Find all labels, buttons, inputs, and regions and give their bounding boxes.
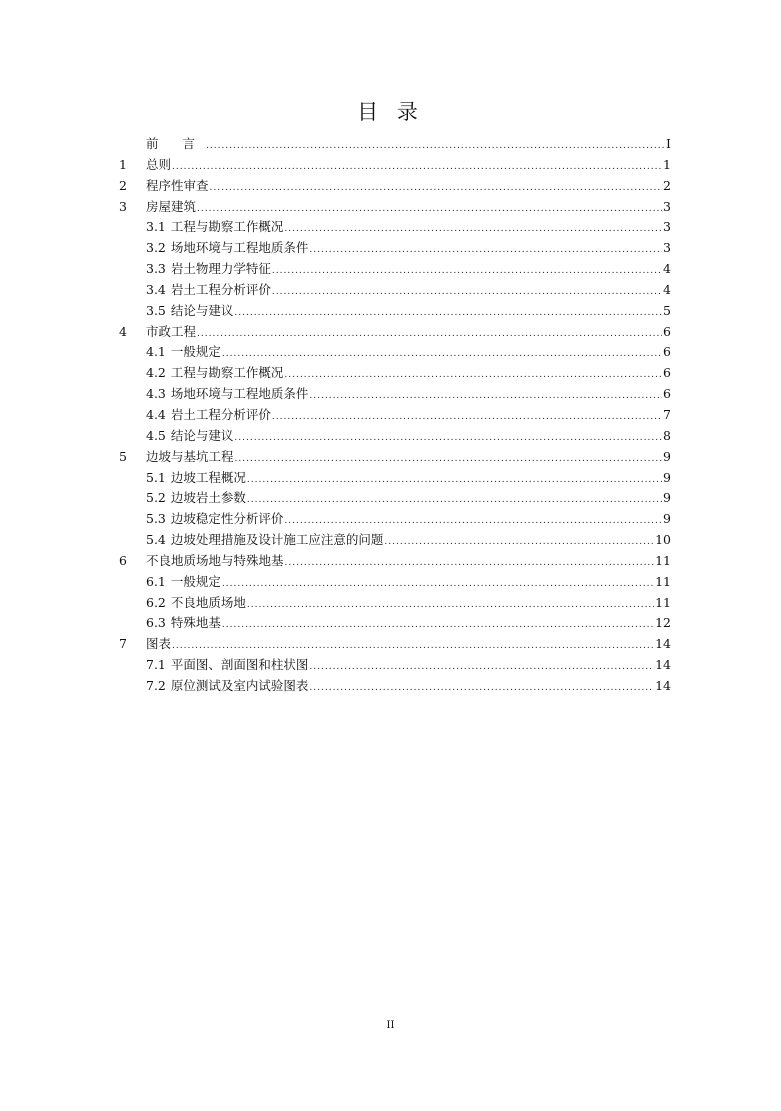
toc-entry[interactable] [119, 509, 671, 530]
toc-entry-number: 5.4 [146, 532, 166, 548]
toc-entry-number: 3.5 [146, 302, 166, 318]
toc-entry-page: 4 [663, 261, 671, 277]
toc-leader-dots [222, 349, 662, 359]
toc-entry-page: 6 [663, 344, 671, 360]
toc-entry-title: 前 言 [146, 136, 205, 151]
toc-leader-dots [206, 141, 665, 151]
toc-entry-page: 11 [655, 594, 671, 610]
toc-entry-title: 特殊地基 [170, 615, 221, 631]
toc-entry[interactable] [119, 363, 671, 384]
toc-entry-number: 4.3 [146, 386, 166, 402]
toc-leader-dots [284, 224, 662, 234]
toc-entry-title: 工程与勘察工作概况 [170, 365, 284, 381]
toc-entry[interactable] [119, 322, 671, 343]
toc-entry-title: 原位测试及室内试验图表 [170, 677, 309, 693]
toc-entry-number: 5.2 [146, 490, 166, 506]
toc-entry[interactable] [119, 155, 671, 176]
toc-leader-dots [247, 600, 654, 610]
toc-entry-number: 3.2 [146, 240, 166, 256]
toc-entry-number: 5.3 [146, 511, 166, 527]
toc-entry-page: 14 [655, 636, 671, 652]
toc-entry[interactable] [119, 655, 671, 676]
toc-leader-dots [222, 579, 654, 589]
toc-leader-dots [247, 475, 662, 485]
toc-entry-number: 3.3 [146, 261, 166, 277]
toc-entry[interactable] [119, 468, 671, 489]
toc-entry-page: 11 [655, 573, 671, 589]
toc-entry[interactable] [119, 613, 671, 634]
toc-entry[interactable] [119, 384, 671, 405]
toc-entry[interactable] [119, 676, 671, 697]
toc-entry-number: 4.5 [146, 427, 166, 443]
toc-entry-page: 3 [663, 219, 671, 235]
toc-entry[interactable] [119, 405, 671, 426]
toc-entry-title: 结论与建议 [170, 302, 234, 318]
toc-entry-number: 6.3 [146, 615, 166, 631]
toc-leader-dots [172, 162, 662, 172]
toc-entry-title: 图表 [146, 636, 172, 652]
toc-entry-page: 5 [663, 302, 671, 318]
toc-entry-number: 6.1 [146, 573, 166, 589]
toc-entry-page: 1 [663, 156, 671, 172]
toc-entry-number: 5.1 [146, 469, 166, 485]
toc-entry-title: 不良地质场地与特殊地基 [146, 552, 284, 568]
toc-entry-title: 边坡处理措施及设计施工应注意的问题 [170, 532, 384, 548]
toc-entry-title: 场地环境与工程地质条件 [170, 386, 309, 402]
toc-leader-dots [384, 537, 654, 547]
toc-entry[interactable] [119, 572, 671, 593]
toc-entry-number: 2 [119, 177, 127, 193]
toc-entry-title: 岩土物理力学特征 [170, 261, 271, 277]
toc-entry-number: 5 [119, 448, 127, 464]
toc-entry-title: 场地环境与工程地质条件 [170, 240, 309, 256]
toc-leader-dots [272, 287, 662, 297]
toc-entry-title: 岩土工程分析评价 [170, 406, 271, 422]
toc-entry[interactable] [119, 426, 671, 447]
toc-entry-number: 6 [119, 552, 127, 568]
toc-leader-dots [197, 329, 662, 339]
toc-entry-title: 边坡稳定性分析评价 [170, 511, 284, 527]
toc-entry-page: 10 [655, 532, 671, 548]
toc-entry-page: 3 [663, 198, 671, 214]
toc-entry[interactable] [119, 551, 671, 572]
toc-entry[interactable] [119, 593, 671, 614]
toc-entry-page: 9 [663, 469, 671, 485]
toc-title: 目 录 [357, 100, 424, 124]
toc-entry-title: 一般规定 [170, 573, 221, 589]
toc-entry-page: 6 [663, 323, 671, 339]
toc-leader-dots [172, 641, 654, 651]
toc-entry-page: 14 [655, 677, 671, 693]
toc-entry-number: 7.1 [146, 657, 166, 673]
toc-entry[interactable] [119, 530, 671, 551]
toc-entry-title: 总则 [146, 156, 172, 172]
toc-entry-title: 程序性审查 [146, 177, 209, 193]
toc-leader-dots [272, 266, 662, 276]
toc-entry[interactable] [119, 301, 671, 322]
toc-entry-title: 结论与建议 [170, 427, 234, 443]
toc-entry-page: 4 [663, 281, 671, 297]
toc-entry-number: 4.4 [146, 406, 166, 422]
toc-entry-title: 平面图、剖面图和柱状图 [170, 657, 309, 673]
toc-entry-title: 工程与勘察工作概况 [170, 219, 284, 235]
toc-entry-number: 4.2 [146, 365, 166, 381]
toc-entry-number: 3.4 [146, 281, 166, 297]
toc-leader-dots [309, 662, 654, 672]
toc-entry-title: 边坡工程概况 [170, 469, 246, 485]
toc-leader-dots [309, 245, 662, 255]
toc-leader-dots [222, 620, 654, 630]
toc-entry[interactable] [119, 176, 671, 197]
toc-leader-dots [247, 495, 662, 505]
toc-entry-title: 一般规定 [170, 344, 221, 360]
toc-leader-dots [284, 516, 662, 526]
toc-leader-dots [210, 183, 663, 193]
toc-leader-dots [284, 370, 662, 380]
toc-entry-title: 岩土工程分析评价 [170, 281, 271, 297]
toc-entry-page: 9 [663, 448, 671, 464]
toc-entry[interactable] [119, 280, 671, 301]
toc-entry-page: 8 [663, 427, 671, 443]
toc-entry-page: I [666, 136, 671, 151]
toc-entry-page: 14 [655, 657, 671, 673]
toc-list [119, 134, 671, 697]
toc-leader-dots [234, 308, 662, 318]
toc-leader-dots [272, 412, 662, 422]
toc-leader-dots [285, 558, 655, 568]
toc-entry-page: 9 [663, 511, 671, 527]
page-number: II [386, 1020, 395, 1031]
toc-entry-title: 市政工程 [146, 323, 197, 339]
toc-entry-number: 3 [119, 198, 127, 214]
toc-entry[interactable] [119, 488, 671, 509]
toc-entry-page: 12 [655, 615, 671, 631]
toc-entry[interactable] [119, 634, 671, 655]
toc-entry-number: 1 [119, 156, 127, 172]
toc-entry-page: 2 [663, 177, 671, 193]
toc-entry[interactable] [119, 342, 671, 363]
toc-entry-page: 7 [663, 406, 671, 422]
toc-entry-page: 11 [655, 552, 671, 568]
toc-entry-number: 4.1 [146, 344, 166, 360]
toc-entry-page: 3 [663, 240, 671, 256]
toc-entry-page: 6 [663, 365, 671, 381]
toc-entry-number: 6.2 [146, 594, 166, 610]
toc-entry-page: 9 [663, 490, 671, 506]
toc-entry-number: 7 [119, 636, 127, 652]
toc-entry-page: 6 [663, 386, 671, 402]
toc-entry[interactable] [119, 447, 671, 468]
toc-entry-title: 边坡岩土参数 [170, 490, 246, 506]
toc-entry-number: 4 [119, 323, 127, 339]
toc-leader-dots [309, 683, 654, 693]
toc-entry-number: 7.2 [146, 677, 166, 693]
toc-entry[interactable] [119, 238, 671, 259]
toc-entry[interactable] [119, 197, 671, 218]
toc-entry[interactable] [119, 217, 671, 238]
toc-entry-title: 不良地质场地 [170, 594, 246, 610]
toc-leader-dots [234, 433, 662, 443]
toc-entry-title: 房屋建筑 [146, 198, 197, 214]
toc-entry[interactable] [119, 259, 671, 280]
toc-entry-title: 边坡与基坑工程 [146, 448, 234, 464]
toc-leader-dots [309, 391, 662, 401]
toc-entry[interactable] [119, 134, 671, 155]
toc-leader-dots [235, 454, 663, 464]
toc-leader-dots [197, 204, 662, 214]
toc-entry-number: 3.1 [146, 219, 166, 235]
